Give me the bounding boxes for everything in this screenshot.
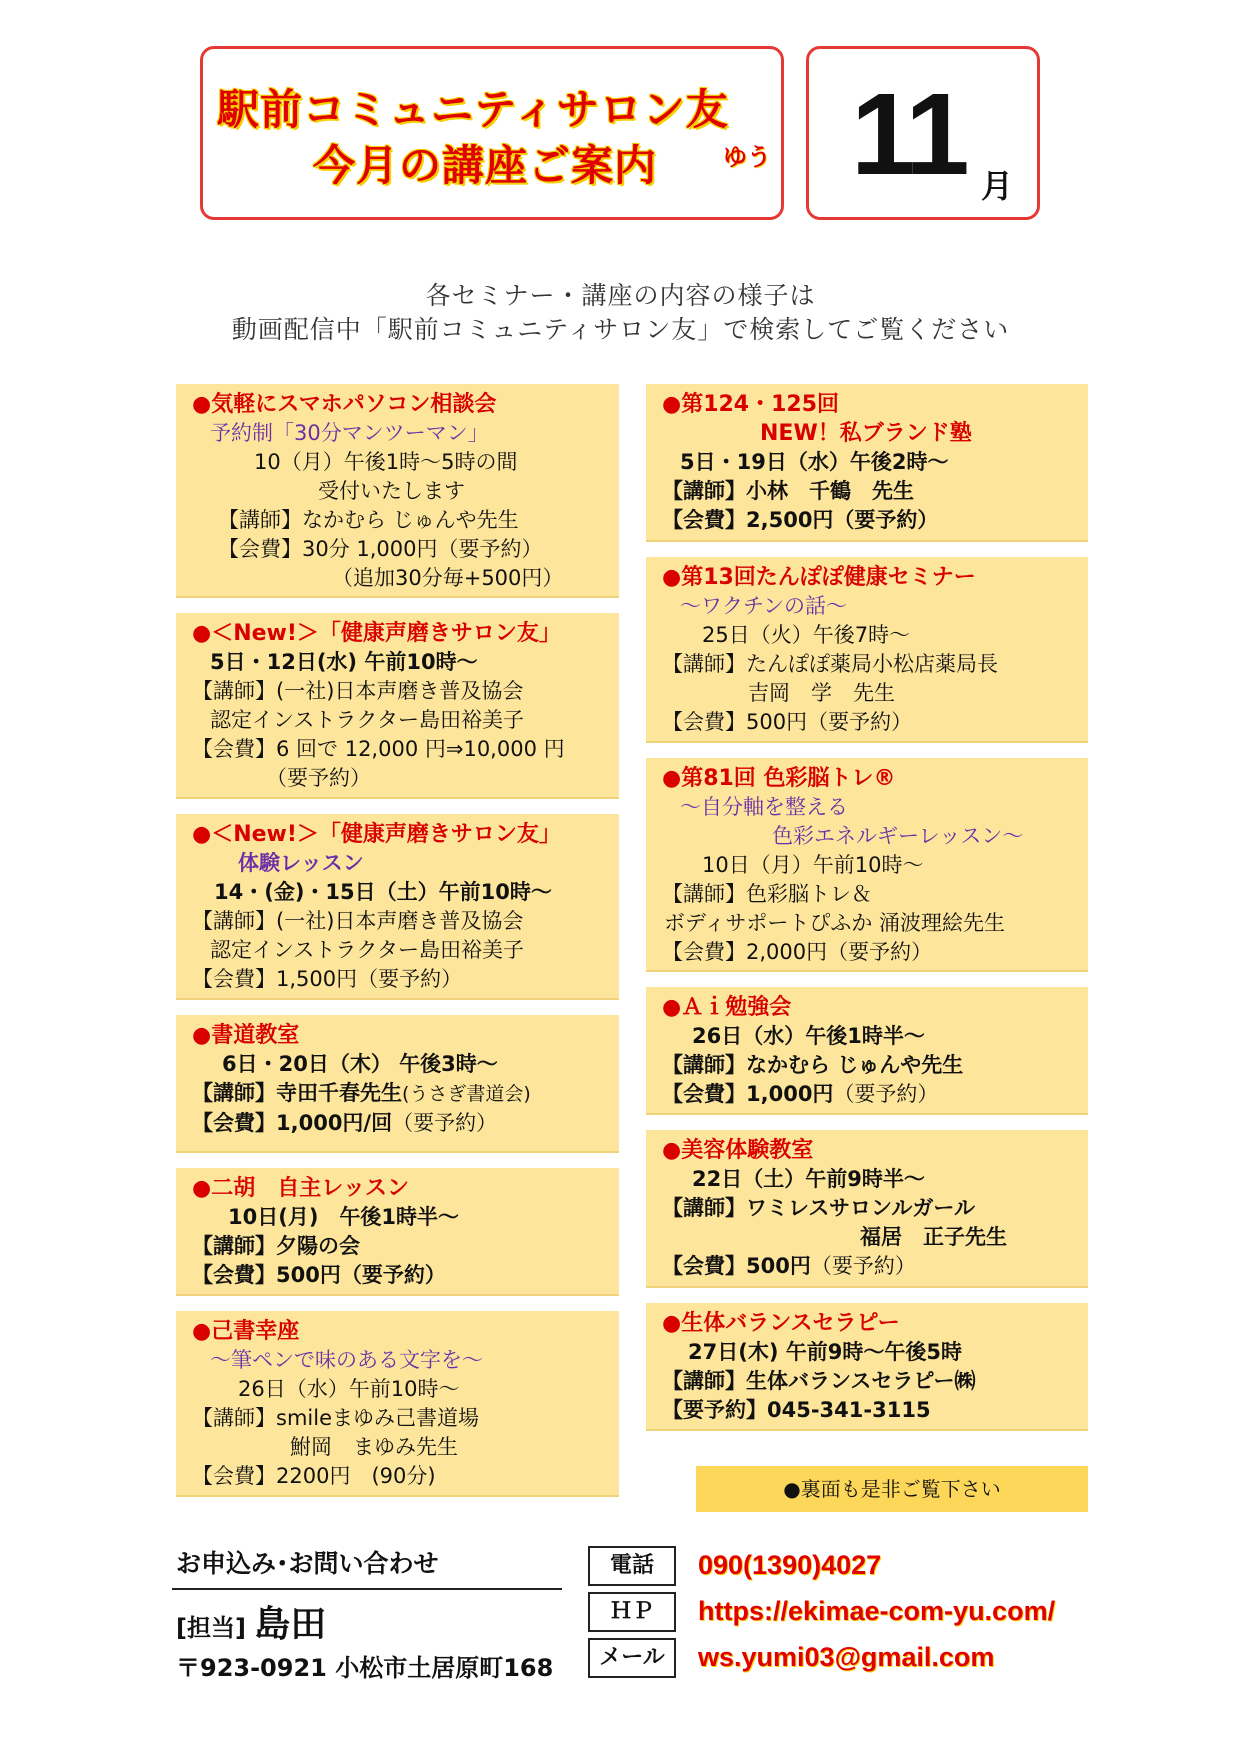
contact-person-name: 島田 xyxy=(254,1604,327,1645)
homepage-link[interactable]: https://ekimae-com-yu.com/ xyxy=(698,1596,1056,1626)
course-title: ●己書幸座 xyxy=(192,1319,300,1344)
course-card-calligraphy xyxy=(176,1015,619,1153)
contact-person xyxy=(176,1596,326,1647)
course-instructor: 【講師】小林 千鶴 先生 xyxy=(662,479,914,503)
contact-heading: お申込み･お問い合わせ xyxy=(176,1549,439,1578)
course-instructor: 【講師】たんぽぽ薬局小松店薬局長 xyxy=(662,652,998,676)
course-instructor-org: (うさぎ書道会) xyxy=(402,1083,531,1105)
course-title: ●Ａｉ勉強会 xyxy=(662,995,792,1020)
course-subtitle: ～自分軸を整える xyxy=(680,795,848,819)
course-card-color-brain xyxy=(646,758,1088,972)
course-title: ●二胡 自主レッスン xyxy=(192,1176,409,1201)
course-instructor: 【講師】(一社)日本声磨き普及協会 xyxy=(192,679,524,703)
course-fee: 【会費】500円（要予約） xyxy=(662,710,913,734)
course-title: ●＜New!＞「健康声磨きサロン友」 xyxy=(192,822,561,847)
course-schedule: 6日・20日（木） 午後3時～ xyxy=(222,1052,498,1076)
course-reservation: （要予約） xyxy=(266,766,371,790)
course-title: ●第81回 色彩脳トレ® xyxy=(662,766,896,791)
course-fee: 【会費】2,000円（要予約） xyxy=(662,940,933,964)
course-schedule: 14・(金)・15日（土）午前10時～ xyxy=(214,880,552,904)
contact-divider xyxy=(172,1588,562,1590)
course-title: ●美容体験教室 xyxy=(662,1138,814,1163)
course-reservation: （要予約） xyxy=(392,1111,498,1135)
email-label: メール xyxy=(588,1638,676,1678)
course-card-brand-school xyxy=(646,384,1088,542)
course-instructor: 【講師】色彩脳トレ＆ xyxy=(662,882,872,906)
course-fee: 【会費】2200円 (90分) xyxy=(192,1464,436,1488)
course-instructor-title: 認定インストラクター島田裕美子 xyxy=(210,708,524,732)
month-suffix: 月 xyxy=(981,167,1014,205)
title-ruby: ゆう xyxy=(723,143,771,171)
back-side-note: ●裏面も是非ご覧下さい xyxy=(696,1466,1088,1512)
email-link[interactable]: ws.yumi03@gmail.com xyxy=(698,1642,995,1672)
course-reservation: （要予約） xyxy=(833,1082,939,1106)
course-reservation: （要予約） xyxy=(810,1254,916,1278)
course-fee: 【会費】500円 xyxy=(662,1254,811,1278)
title-line1: 駅前コミュニティサロン友 xyxy=(217,85,729,134)
title-line2: 今月の講座ご案内 xyxy=(313,141,658,190)
course-schedule: 5日・19日（水）午後2時～ xyxy=(680,450,949,474)
course-subtitle: ～ワクチンの話～ xyxy=(680,594,847,618)
course-title: ●＜New!＞「健康声磨きサロン友」 xyxy=(192,621,561,646)
course-instructor-title: 認定インストラクター島田裕美子 xyxy=(210,938,524,962)
course-instructor: 【講師】なかむら じゅんや先生 xyxy=(662,1053,964,1077)
course-schedule: 10日(月) 午後1時半～ xyxy=(228,1205,460,1229)
contact-person-label: [担当] xyxy=(176,1614,246,1642)
month-box xyxy=(806,46,1040,220)
course-title: ●気軽にスマホパソコン相談会 xyxy=(192,392,497,417)
course-instructor: 【講師】夕陽の会 xyxy=(192,1234,360,1258)
course-card-ai-study xyxy=(646,987,1088,1115)
course-subtitle: 体験レッスン xyxy=(238,851,364,875)
title-box xyxy=(200,46,784,220)
course-schedule: 25日（火）午後7時～ xyxy=(702,623,911,647)
course-schedule: 26日（水）午後1時半～ xyxy=(692,1024,925,1048)
course-card-voice-trial xyxy=(176,814,619,1000)
course-instructor: 【講師】ワミレスサロンルガール xyxy=(662,1196,976,1220)
course-detail: 受付いたします xyxy=(318,479,465,503)
course-card-beauty xyxy=(646,1130,1088,1288)
intro-line2: 動画配信中「駅前コミュニティサロン友」で検索してご覧ください xyxy=(231,315,1010,344)
course-reservation-phone: 【要予約】045-341-3115 xyxy=(662,1398,931,1422)
course-subtitle: 予約制「30分マンツーマン」 xyxy=(210,421,489,445)
course-instructor: 【講師】(一社)日本声磨き普及協会 xyxy=(192,909,524,933)
course-instructor-org: ボディサポートぴふか 涌波理絵先生 xyxy=(664,911,1005,935)
course-fee: 【会費】1,000円/回 xyxy=(192,1111,393,1135)
course-title: ●書道教室 xyxy=(192,1023,300,1048)
course-schedule: 27日(木) 午前9時～午後5時 xyxy=(688,1340,962,1364)
course-card-erhu xyxy=(176,1168,619,1296)
course-fee: 【会費】1,000円 xyxy=(662,1082,834,1106)
course-title: ●第124・125回 xyxy=(662,392,840,417)
course-card-health-seminar xyxy=(646,557,1088,743)
course-instructor-name: 吉岡 学 先生 xyxy=(748,681,895,705)
course-subtitle-2: 色彩エネルギーレッスン～ xyxy=(772,824,1024,848)
course-fee: 【会費】6 回で 12,000 円⇒10,000 円 xyxy=(192,737,565,761)
course-schedule: 5日・12日(水) 午前10時～ xyxy=(210,650,478,674)
course-instructor: 【講師】生体バランスセラピー㈱ xyxy=(662,1369,976,1393)
course-instructor: 【講師】smileまゆみ己書道場 xyxy=(192,1406,479,1430)
course-fee: 【会費】500円（要予約） xyxy=(192,1263,446,1287)
course-fee: 【会費】2,500円（要予約） xyxy=(662,508,939,532)
course-subtitle: ～筆ペンで味のある文字を～ xyxy=(210,1348,483,1372)
course-subtitle: NEW！私ブランド塾 xyxy=(760,421,972,446)
intro-line1: 各セミナー・講座の内容の様子は xyxy=(425,281,816,310)
course-fee: 【会費】1,500円（要予約） xyxy=(192,967,463,991)
course-card-koshodo xyxy=(176,1311,619,1497)
course-title: ●第13回たんぽぽ健康セミナー xyxy=(662,565,976,590)
phone-label: 電話 xyxy=(588,1546,676,1586)
course-instructor-name: 鮒岡 まゆみ先生 xyxy=(290,1435,458,1459)
month-number: 11 xyxy=(851,69,966,199)
course-schedule: 10日（月）午前10時～ xyxy=(702,853,924,877)
course-schedule: 10（月）午後1時～5時の間 xyxy=(254,450,518,474)
course-fee: 【会費】30分 1,000円（要予約） xyxy=(218,537,543,561)
course-card-voice xyxy=(176,613,619,799)
homepage-label: ＨＰ xyxy=(588,1592,676,1632)
course-fee-extra: （追加30分毎+500円） xyxy=(332,566,564,590)
course-card-smartphone xyxy=(176,384,619,598)
course-schedule: 26日（水）午前10時～ xyxy=(238,1377,460,1401)
course-instructor: 【講師】なかむら じゅんや先生 xyxy=(218,508,519,532)
phone-number[interactable]: 090(1390)4027 xyxy=(698,1550,882,1580)
course-instructor: 【講師】寺田千春先生 xyxy=(192,1081,402,1105)
course-title: ●生体バランスセラピー xyxy=(662,1311,900,1336)
course-schedule: 22日（土）午前9時半～ xyxy=(692,1167,925,1191)
course-instructor-name: 福居 正子先生 xyxy=(860,1225,1007,1249)
course-card-body-balance xyxy=(646,1303,1088,1431)
contact-address: 〒923-0921 小松市土居原町168 xyxy=(176,1654,554,1682)
